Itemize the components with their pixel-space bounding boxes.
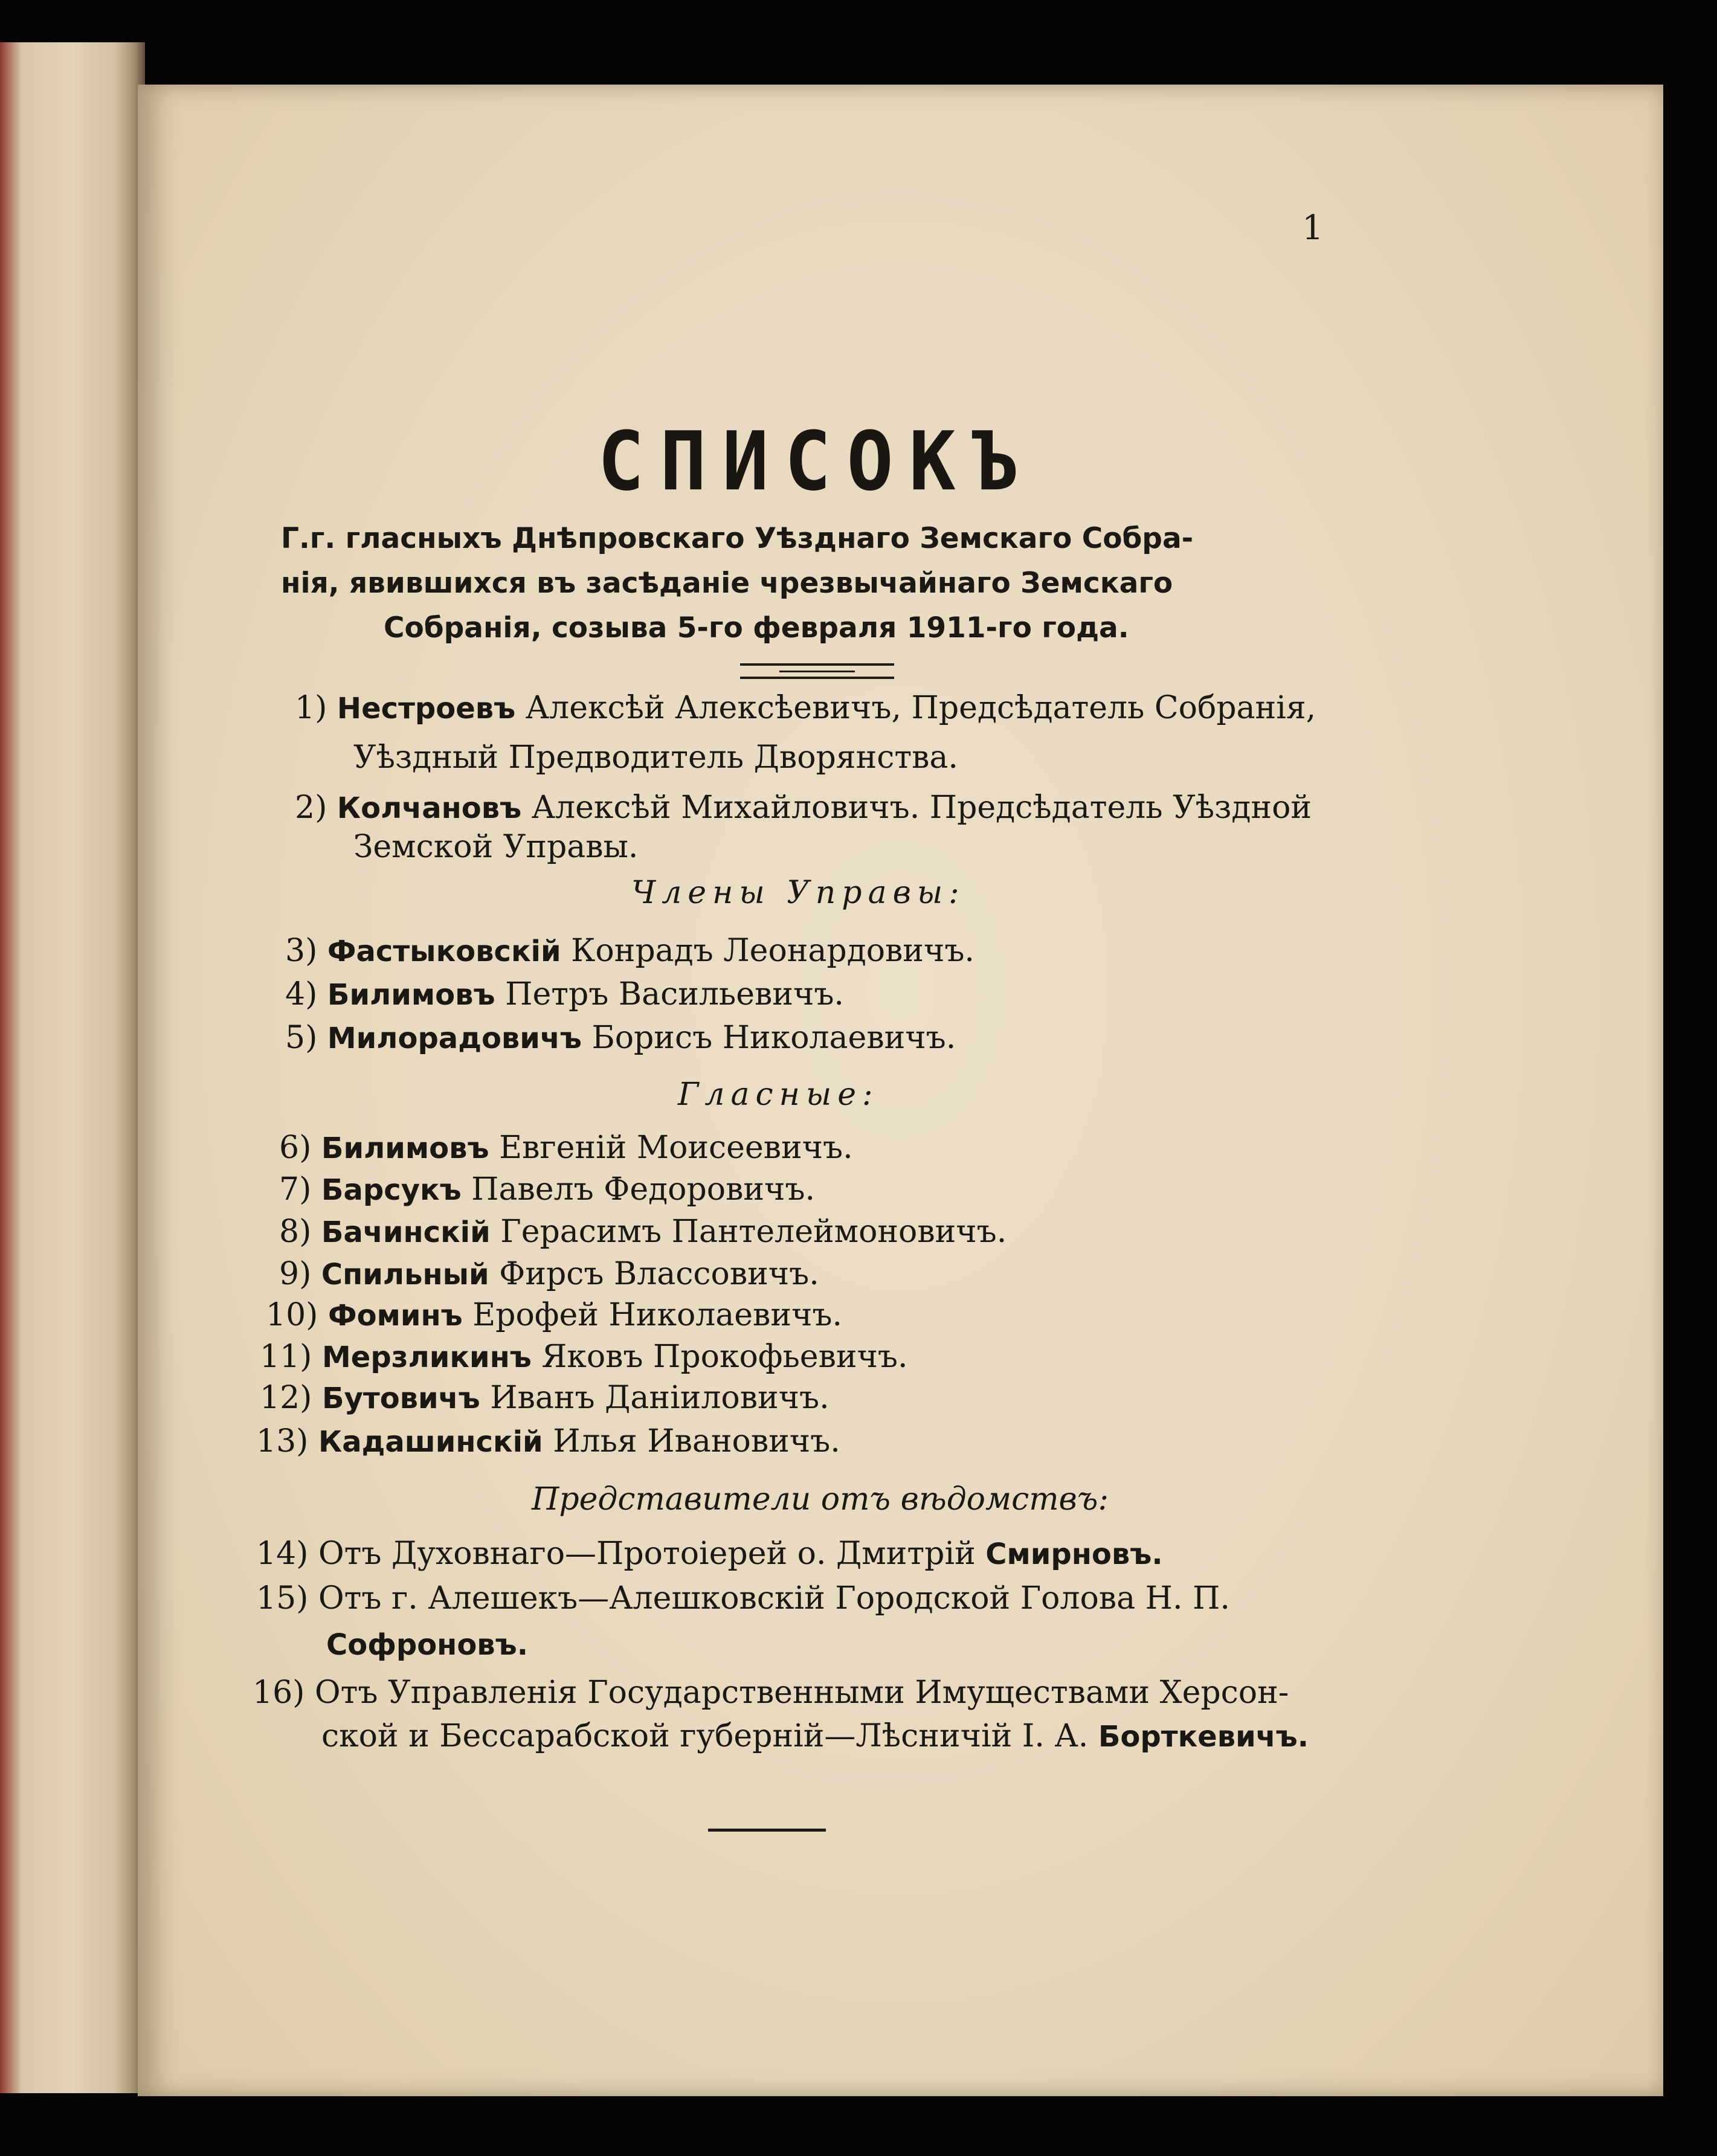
section-heading-glasnye: Гласные: bbox=[678, 1076, 879, 1113]
item-text: Отъ г. Алешекъ—Алешковскій Городской Голова Н. П. bbox=[318, 1580, 1230, 1617]
list-item-continuation bbox=[326, 1624, 528, 1665]
surname: Бачинскій bbox=[321, 1215, 491, 1249]
surname: Софроновъ. bbox=[326, 1628, 528, 1662]
item-number: 8) bbox=[279, 1214, 312, 1250]
list-item bbox=[295, 787, 1312, 829]
subtitle-line-1: Г.г. гласныхъ Днѣпровскаго Уѣзднаго Земскаго Собра- bbox=[281, 522, 1194, 555]
section-heading-representatives: Представители отъ вѣдомствъ: bbox=[532, 1481, 1109, 1517]
subtitle bbox=[269, 516, 1368, 651]
list-item bbox=[285, 974, 844, 1015]
item-text: Ерофей Николаевичъ. bbox=[462, 1297, 842, 1333]
subtitle-line-3: Собранія, созыва 5-го февраля 1911-го года. bbox=[384, 611, 1129, 645]
item-text: Конрадъ Леонардовичъ. bbox=[561, 933, 974, 969]
item-text: Петръ Васильевичъ. bbox=[495, 976, 844, 1012]
item-text: Отъ Духовнаго—Протоіерей о. Дмитрій bbox=[318, 1536, 986, 1572]
item-text: Отъ Управленія Государственными Имуществами Херсон- bbox=[315, 1675, 1289, 1711]
surname: Барсукъ bbox=[321, 1173, 462, 1207]
surname: Бутовичъ bbox=[322, 1382, 480, 1415]
list-item-continuation: Уѣздный Предводитель Дворянства. bbox=[353, 739, 958, 776]
section-heading-members: Члены Управы: bbox=[631, 875, 965, 911]
item-text: ской и Бессарабской губерній—Лѣсничій І. А. bbox=[321, 1718, 1098, 1754]
decorative-rule bbox=[779, 671, 855, 672]
item-number: 15) bbox=[256, 1580, 309, 1617]
item-number: 1) bbox=[295, 690, 327, 726]
item-number: 10) bbox=[266, 1297, 318, 1333]
surname: Мерзликинъ bbox=[322, 1340, 532, 1374]
surname: Милорадовичъ bbox=[327, 1022, 582, 1055]
item-number: 13) bbox=[256, 1423, 309, 1459]
subtitle-line-2: нія, явившихся въ засѣданіе чрезвычайнаго Земскаго bbox=[281, 567, 1173, 600]
surname: Фастыковскій bbox=[327, 935, 561, 968]
list-item bbox=[279, 1211, 1007, 1253]
list-item-continuation: Земской Управы. bbox=[353, 829, 639, 865]
item-number: 5) bbox=[285, 1020, 318, 1056]
surname: Смирновъ. bbox=[985, 1537, 1163, 1571]
item-number: 2) bbox=[295, 790, 327, 826]
item-text: Герасимъ Пантелеймоновичъ. bbox=[490, 1214, 1007, 1250]
list-item bbox=[285, 1017, 956, 1059]
item-number: 6) bbox=[279, 1130, 312, 1166]
page-title: СПИСОКЪ bbox=[598, 414, 1034, 509]
item-number: 12) bbox=[260, 1380, 312, 1416]
item-number: 3) bbox=[285, 933, 318, 969]
list-item bbox=[295, 687, 1316, 729]
surname: Спильный bbox=[321, 1258, 489, 1292]
surname: Билимовъ bbox=[321, 1131, 489, 1165]
list-item bbox=[260, 1336, 908, 1378]
surname: Кадашинскій bbox=[318, 1425, 543, 1459]
list-item bbox=[266, 1295, 842, 1336]
list-item bbox=[256, 1578, 1230, 1619]
item-text: Илья Ивановичъ. bbox=[543, 1423, 840, 1459]
list-item bbox=[256, 1533, 1163, 1575]
surname: Колчановъ bbox=[337, 791, 522, 825]
decorative-rule bbox=[740, 677, 894, 679]
item-text: Евгеній Моисеевичъ. bbox=[489, 1130, 853, 1166]
item-text: Алексѣй Михайловичъ. Предсѣдатель Уѣздной bbox=[521, 790, 1312, 826]
item-text: Павелъ Федоровичъ. bbox=[461, 1171, 815, 1208]
surname: Борткевичъ. bbox=[1098, 1720, 1309, 1754]
surname: Билимовъ bbox=[327, 978, 495, 1012]
list-item bbox=[256, 1421, 840, 1463]
list-item bbox=[279, 1169, 815, 1211]
item-text: Алексѣй Алексѣевичъ, Предсѣдатель Собранія, bbox=[515, 690, 1316, 726]
list-item-continuation bbox=[321, 1716, 1309, 1757]
list-item bbox=[260, 1377, 830, 1419]
page-number: 1 bbox=[1302, 208, 1324, 248]
item-number: 14) bbox=[256, 1536, 309, 1572]
closing-rule bbox=[708, 1829, 826, 1832]
item-text: Борисъ Николаевичъ. bbox=[581, 1020, 956, 1056]
item-number: 7) bbox=[279, 1171, 312, 1208]
item-number: 9) bbox=[279, 1256, 312, 1292]
item-number: 16) bbox=[253, 1675, 305, 1711]
book-page bbox=[138, 85, 1663, 2096]
list-item bbox=[285, 930, 974, 972]
surname: Фоминъ bbox=[328, 1299, 463, 1333]
list-item bbox=[253, 1672, 1289, 1713]
decorative-rule bbox=[740, 663, 894, 666]
item-number: 11) bbox=[260, 1339, 312, 1375]
list-item bbox=[279, 1253, 819, 1295]
item-text: Яковъ Прокофьевичъ. bbox=[531, 1339, 908, 1375]
surname: Нестроевъ bbox=[337, 692, 516, 726]
book-edge bbox=[0, 42, 145, 2093]
list-item bbox=[279, 1127, 853, 1169]
item-number: 4) bbox=[285, 976, 318, 1012]
item-text: Фирсъ Влассовичъ. bbox=[489, 1256, 819, 1292]
item-text: Иванъ Даніиловичъ. bbox=[480, 1380, 830, 1416]
